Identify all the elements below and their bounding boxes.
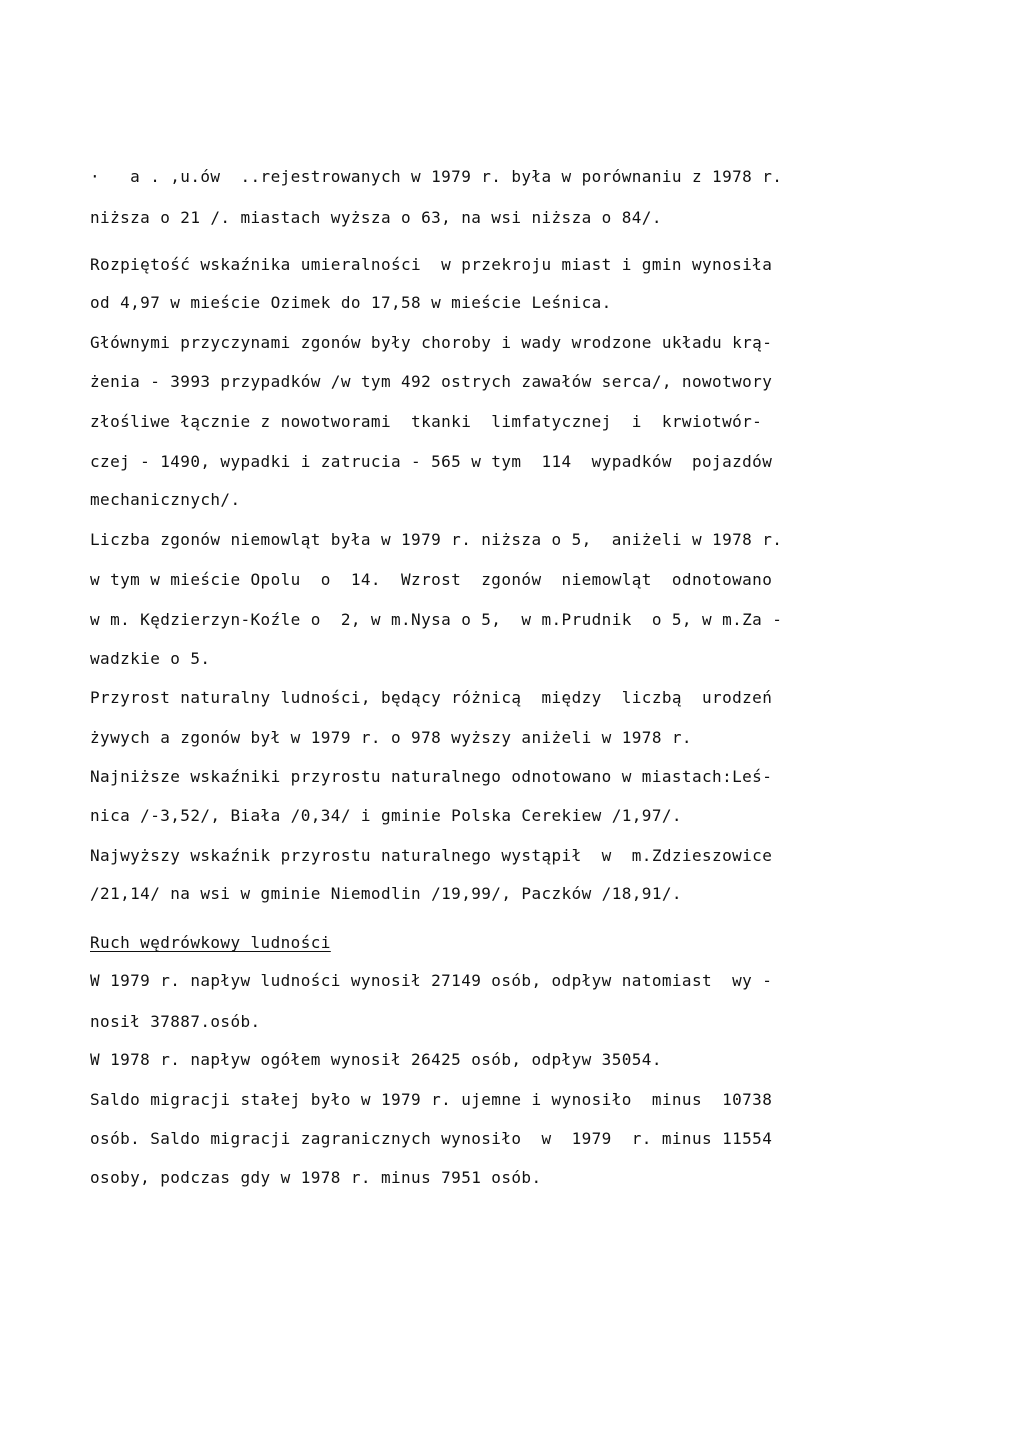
text-line: mechanicznych/. <box>90 490 241 509</box>
text-line: wadzkie o 5. <box>90 649 211 668</box>
text-line: Przyrost naturalny ludności, będący różnicą między liczbą urodzeń <box>90 688 773 707</box>
text-line: · a . ,u.ów ..rejestrowanych w 1979 r. była w porównaniu z 1978 r. <box>90 167 783 186</box>
text-line: nosił 37887.osób. <box>90 1012 261 1031</box>
text-line: żywych a zgonów był w 1979 r. o 978 wyższy aniżeli w 1978 r. <box>90 728 692 747</box>
text-line: czej - 1490, wypadki i zatrucia - 565 w tym 114 wypadków pojazdów <box>90 452 773 471</box>
text-line: Liczba zgonów niemowląt była w 1979 r. niższa o 5, aniżeli w 1978 r. <box>90 530 783 549</box>
text-line: Najwyższy wskaźnik przyrostu naturalnego wystąpił w m.Zdzieszowice <box>90 846 773 865</box>
text-line: Rozpiętość wskaźnika umieralności w przekroju miast i gmin wynosiła <box>90 255 773 274</box>
text-line: osób. Saldo migracji zagranicznych wynosiło w 1979 r. minus 11554 <box>90 1129 773 1148</box>
text-line: Saldo migracji stałej było w 1979 r. ujemne i wynosiło minus 10738 <box>90 1090 773 1109</box>
section-heading: Ruch wędrówkowy ludności <box>90 933 331 952</box>
text-line: w m. Kędzierzyn-Koźle o 2, w m.Nysa o 5, w m.Prudnik o 5, w m.Za - <box>90 610 783 629</box>
text-line: W 1979 r. napływ ludności wynosił 27149 osób, odpływ natomiast wy - <box>90 971 773 990</box>
text-line: osoby, podczas gdy w 1978 r. minus 7951 osób. <box>90 1168 542 1187</box>
text-line: /21,14/ na wsi w gminie Niemodlin /19,99/, Paczków /18,91/. <box>90 884 682 903</box>
text-line: W 1978 r. napływ ogółem wynosił 26425 osób, odpływ 35054. <box>90 1050 662 1069</box>
text-line: niższa o 21 /. miastach wyższa o 63, na wsi niższa o 84/. <box>90 208 662 227</box>
text-line: żenia - 3993 przypadków /w tym 492 ostrych zawałów serca/, nowotwory <box>90 372 773 391</box>
text-line: Głównymi przyczynami zgonów były choroby i wady wrodzone układu krą- <box>90 333 773 352</box>
text-line: od 4,97 w mieście Ozimek do 17,58 w mieście Leśnica. <box>90 293 612 312</box>
text-line: nica /-3,52/, Biała /0,34/ i gminie Polska Cerekiew /1,97/. <box>90 806 682 825</box>
text-line: złośliwe łącznie z nowotworami tkanki limfatycznej i krwiotwór- <box>90 412 763 431</box>
text-line: Najniższe wskaźniki przyrostu naturalnego odnotowano w miastach:Leś- <box>90 767 773 786</box>
text-line: w tym w mieście Opolu o 14. Wzrost zgonów niemowląt odnotowano <box>90 570 773 589</box>
